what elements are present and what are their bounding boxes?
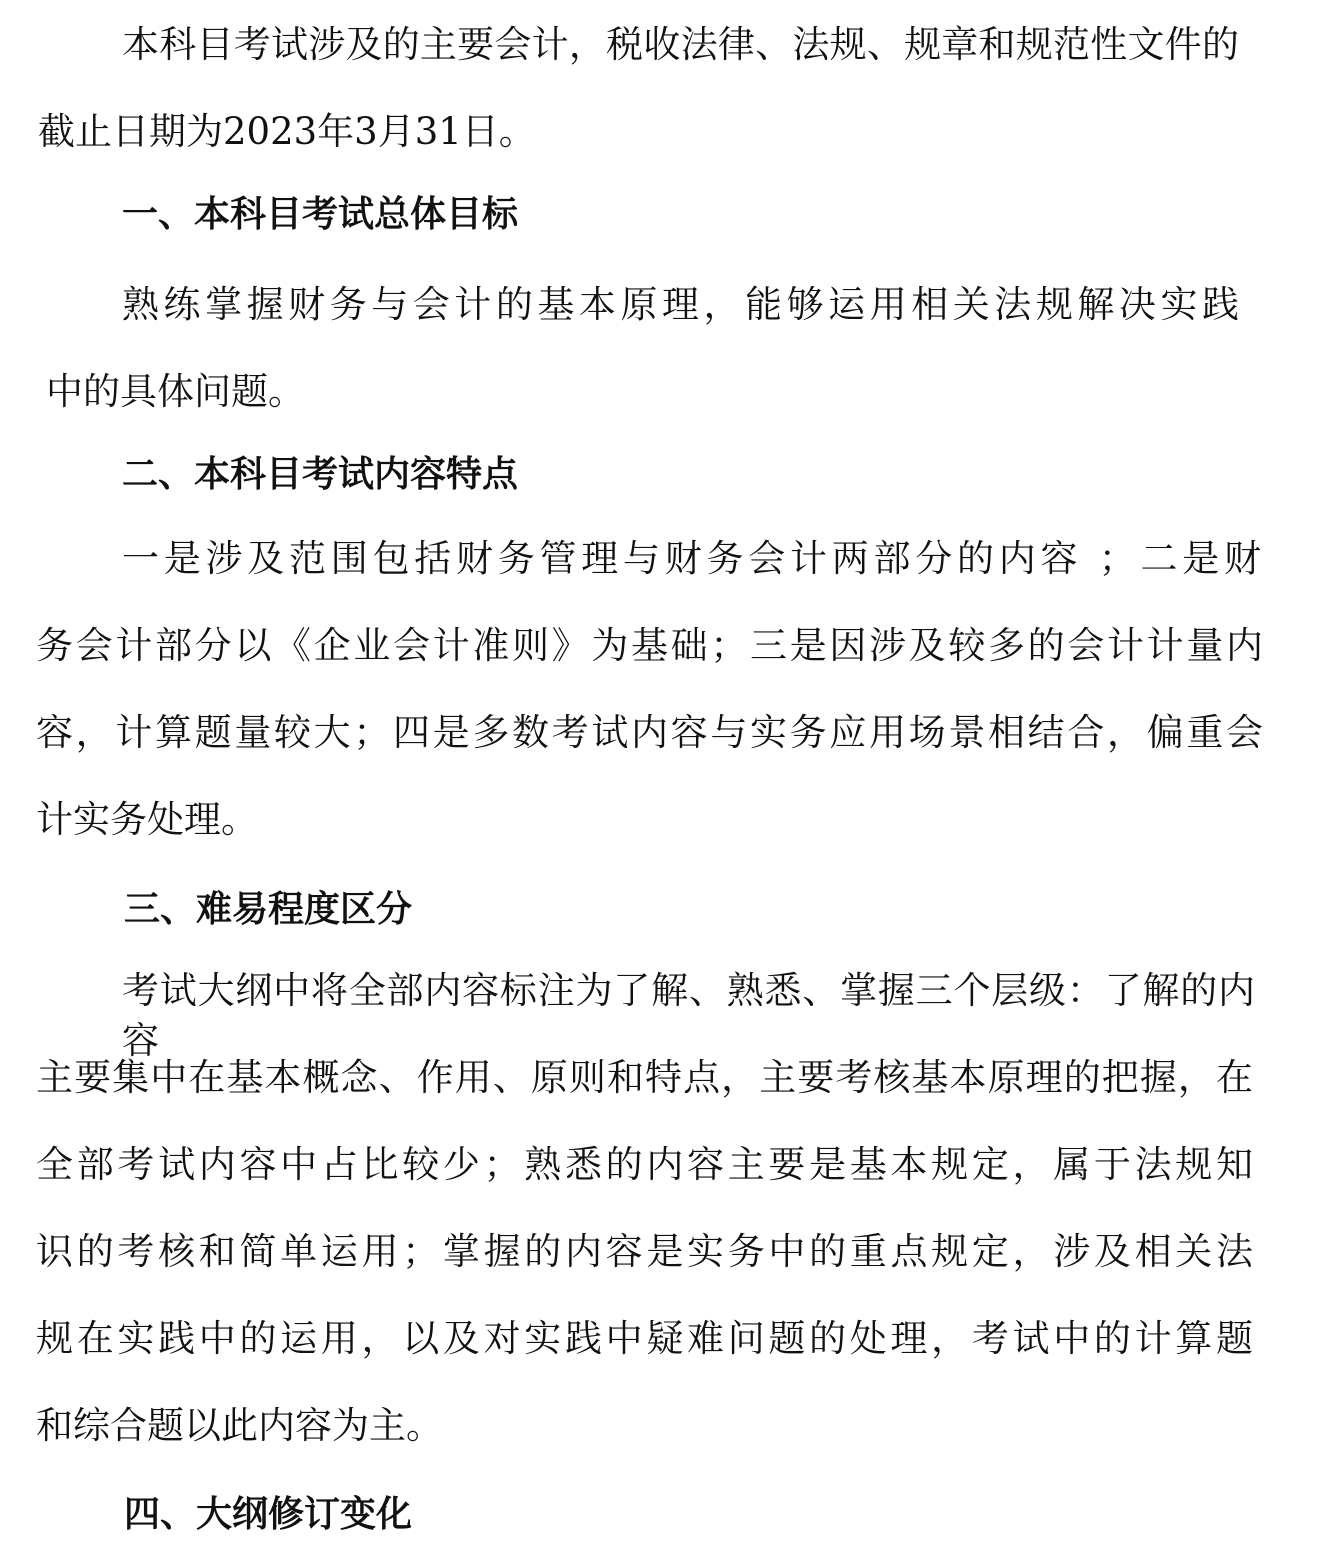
- section3-line-5: 规在实践中的运用，以及对实践中疑难问题的处理，考试中的计算题: [36, 1317, 1253, 1360]
- section3-line-4: 识的考核和简单运用；掌握的内容是实务中的重点规定，涉及相关法: [36, 1230, 1253, 1273]
- section-heading-3: 三、难易程度区分: [124, 889, 413, 930]
- section-heading-4: 四、大纲修订变化: [124, 1494, 413, 1535]
- section2-line-4: 计实务处理。: [36, 798, 258, 841]
- section1-line-1: 熟练掌握财务与会计的基本原理，能够运用相关法规解决实践: [122, 283, 1239, 326]
- section3-line-6: 和综合题以此内容为主。: [36, 1404, 443, 1447]
- section3-line-3: 全部考试内容中占比较少；熟悉的内容主要是基本规定，属于法规知: [36, 1143, 1253, 1186]
- section2-line-3: 容，计算题量较大；四是多数考试内容与实务应用场景相结合，偏重会: [36, 711, 1263, 754]
- section-heading-1: 一、本科目考试总体目标: [122, 194, 519, 235]
- section3-line-1: 考试大纲中将全部内容标注为了解、熟悉、掌握三个层级：了解的内容: [122, 969, 1255, 1062]
- section2-line-1: 一是涉及范围包括财务管理与财务会计两部分的内容 ；二是财: [122, 537, 1261, 580]
- section-heading-2: 二、本科目考试内容特点: [122, 454, 519, 495]
- section3-line-2: 主要集中在基本概念、作用、原则和特点，主要考核基本原理的把握，在: [36, 1056, 1253, 1099]
- section2-line-2: 务会计部分以《企业会计准则》为基础；三是因涉及较多的会计计量内: [36, 624, 1263, 667]
- section1-line-2: 中的具体问题。: [46, 370, 305, 413]
- intro-line-2: 截止日期为2023年3月31日。: [38, 110, 536, 153]
- intro-line-1: 本科目考试涉及的主要会计，税收法律、法规、规章和规范性文件的: [122, 23, 1239, 66]
